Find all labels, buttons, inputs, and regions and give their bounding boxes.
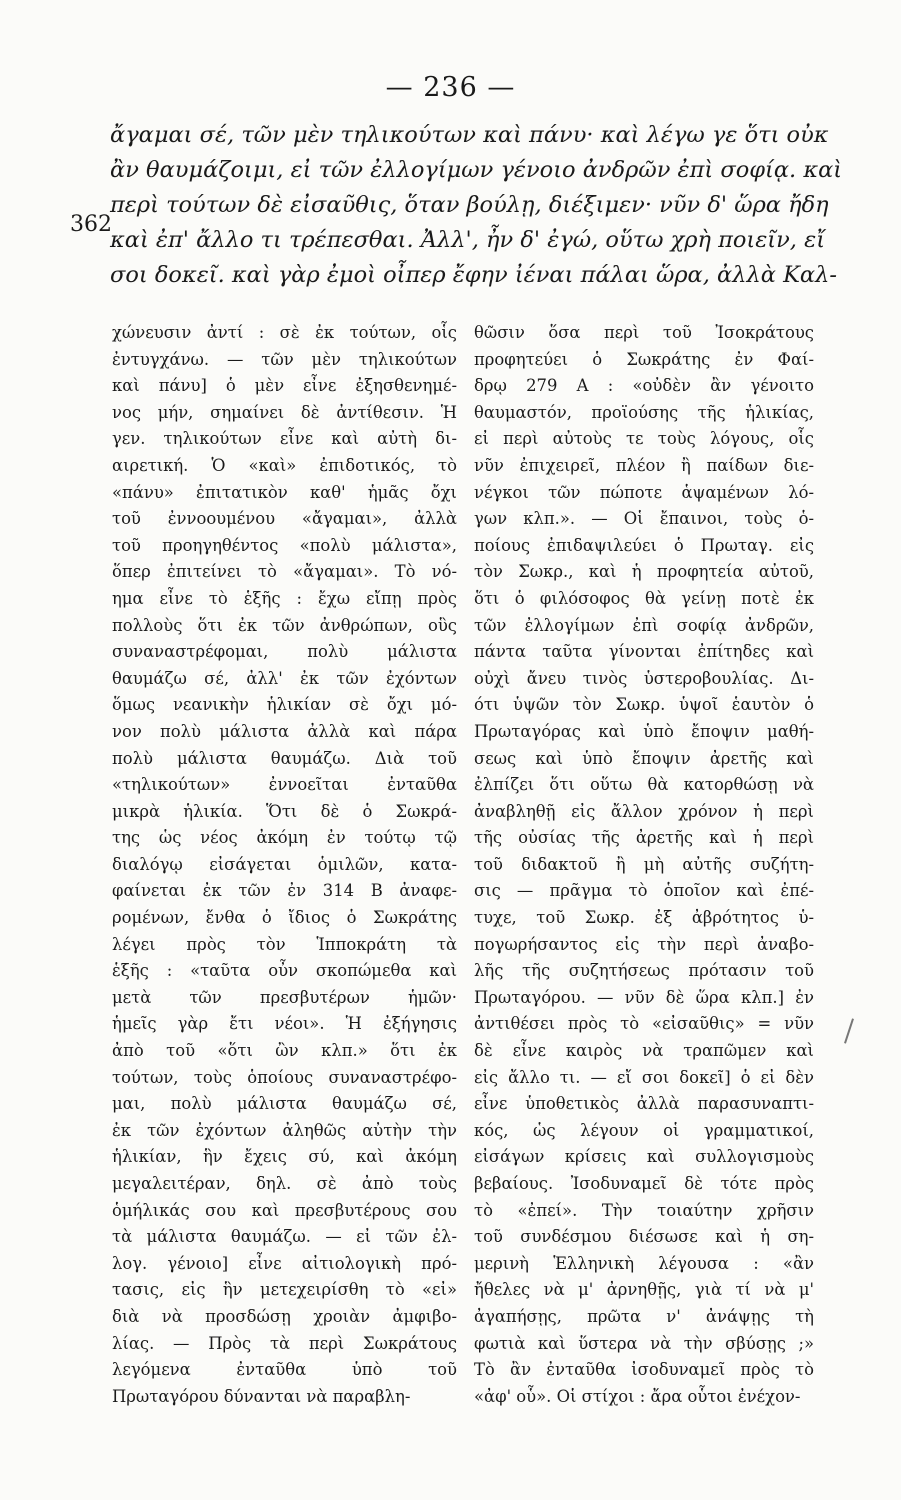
commentary-line: θῶσιν ὅσα περὶ τοῦ Ἰσοκράτους <box>474 323 814 342</box>
commentary-line: ότι ὑψῶν τὸν Σωκρ. ὑψοῖ ἑαυτὸν ὁ <box>474 695 814 715</box>
commentary-line: «ἀφ' οὗ». Οἱ στίχοι : ἄρα οὗτοι ἐνέχον- <box>474 1386 801 1406</box>
commentary-line: τοῦ προηγηθέντος «πολὺ μάλιστα», <box>112 535 457 555</box>
commentary-line: λεγόμενα ἐνταῦθα ὑπὸ τοῦ <box>112 1360 457 1380</box>
commentary-line: φαίνεται ἐκ τῶν ἐν 314 B ἀναφε- <box>112 881 457 901</box>
main-text-line: περὶ τούτων δὲ εἰσαῦθις, ὅταν βούλῃ, διέξιμεν· νῦν δ' ὥρα ἤδη <box>110 192 829 218</box>
commentary-right-column <box>474 320 814 1410</box>
main-text-line: ἂν θαυμάζοιμι, εἰ τῶν ἐλλογίμων γένοιο ἀνδρῶν ἐπὶ σοφίᾳ. καὶ <box>110 157 843 183</box>
commentary-line: λῆς τῆς συζητήσεως πρότασιν τοῦ <box>474 961 814 981</box>
commentary-line: ἐλπίζει ὅτι οὕτω θὰ κατορθώσῃ νὰ <box>474 775 814 795</box>
margin-pencil-mark <box>844 1018 854 1043</box>
commentary-line: μετὰ τῶν πρεσβυτέρων ἡμῶν· <box>112 987 457 1007</box>
commentary-line: πογωρήσαντος εἰς τὴν περὶ ἀναβο- <box>474 934 814 954</box>
commentary-line: ὅπερ ἐπιτείνει τὸ «ἄγαμαι». Τὸ νό- <box>112 562 457 582</box>
commentary-line: ὅμως νεανικὴν ἡλικίαν σὲ ὄχι μό- <box>112 695 457 715</box>
commentary-line: τὰ μάλιστα θαυμάζω. — εἰ τῶν ἐλ- <box>112 1227 457 1247</box>
commentary-line: σις — πρᾶγμα τὸ ὁποῖον καὶ ἐπέ- <box>474 881 814 901</box>
commentary-line: ημα εἶνε τὸ ἑξῆς : ἔχω εἴπῃ πρὸς <box>112 588 457 608</box>
main-greek-text <box>110 118 855 293</box>
commentary-line: εἰς ἄλλο τι. — εἴ σοι δοκεῖ] ὁ εἰ δὲν <box>474 1067 814 1087</box>
commentary-line: τὸ «ἐπεί». Τὴν τοιαύτην χρῆσιν <box>474 1200 814 1220</box>
commentary-line: δὲ εἶνε καιρὸς νὰ τραπῶμεν καὶ <box>474 1041 814 1061</box>
commentary-line: πολὺ μάλιστα θαυμάζω. Διὰ τοῦ <box>112 748 457 768</box>
commentary-line: τοῦ συνδέσμου διέσωσε καὶ ἡ ση- <box>474 1227 814 1247</box>
commentary-line: ἐντυγχάνω. — τῶν μὲν τηλικούτων <box>112 349 457 369</box>
commentary-line: συναναστρέφομαι, πολὺ μάλιστα <box>112 642 457 662</box>
commentary-line: Τὸ ἂν ἐνταῦθα ἰσοδυναμεῖ πρὸς τὸ <box>474 1360 814 1380</box>
commentary-line: «πάνυ» ἐπιτατικὸν καθ' ἡμᾶς ὄχι <box>112 482 457 502</box>
main-text-line: σοι δοκεῖ. καὶ γὰρ ἐμοὶ οἶπερ ἔφην ἰέναι πάλαι ὥρα, ἀλλὰ Καλ- <box>110 262 837 288</box>
commentary-line: βεβαίους. Ἰσοδυναμεῖ δὲ τότε πρὸς <box>474 1174 814 1193</box>
commentary-line: μερινὴ Ἑλληνικὴ λέγουσα : «ἂν <box>474 1253 814 1273</box>
commentary-line: διὰ νὰ προσδώσῃ χροιὰν ἀμφιβο- <box>112 1306 457 1326</box>
commentary-line: μαι, πολὺ μάλιστα θαυμάζω σέ, <box>112 1094 457 1114</box>
commentary-line: κός, ὡς λέγουν οἱ γραμματικοί, <box>474 1120 814 1140</box>
commentary-line: τὸν Σωκρ., καὶ ἡ προφητεία αὐτοῦ, <box>474 562 814 582</box>
commentary-line: πάντα ταῦτα γίνονται ἐπίτηδες καὶ <box>474 642 814 662</box>
commentary-line: γεν. τηλικούτων εἶνε καὶ αὐτὴ δι- <box>112 429 457 449</box>
commentary-line: τοῦ ἐννοουμένου «ἄγαμαι», ἀλλὰ <box>112 509 457 529</box>
commentary-line: σεως καὶ ὑπὸ ἔποψιν ἀρετῆς καὶ <box>474 748 814 768</box>
commentary-line: χώνευσιν ἀντί : σὲ ἐκ τούτων, οἷς <box>112 323 457 342</box>
main-text-line: καὶ ἐπ' ἄλλο τι τρέπεσθαι. Ἀλλ', ἦν δ' ἐγώ, οὕτω χρὴ ποιεῖν, εἴ <box>110 227 826 253</box>
commentary-line: πολλοὺς ὅτι ἐκ τῶν ἀνθρώπων, οὓς <box>112 615 457 635</box>
commentary-line: τυχε, τοῦ Σωκρ. ἐξ ἀβρότητος ὑ- <box>474 908 814 928</box>
commentary-line: νος μήν, σημαίνει δὲ ἀντίθεσιν. Ἡ <box>112 402 457 422</box>
commentary-line: ἤθελες νὰ μ' ἀρνηθῇς, γιὰ τί νὰ μ' <box>474 1280 814 1300</box>
commentary-line: λέγει πρὸς τὸν Ἱπποκράτη τὰ <box>112 934 457 954</box>
commentary-line: μεγαλειτέραν, δηλ. σὲ ἀπὸ τοὺς <box>112 1174 457 1193</box>
commentary-line: ποίους ἐπιδαψιλεύει ὁ Πρωταγ. εἰς <box>474 535 814 555</box>
commentary-line: τῶν ἐλλογίμων ἐπὶ σοφίᾳ ἀνδρῶν, <box>474 615 814 635</box>
commentary-line: ἀγαπήσῃς, πρῶτα ν' ἀνάψῃς τὴ <box>474 1306 814 1326</box>
commentary-line: Πρωταγόρας καὶ ὑπὸ ἔποψιν μαθή- <box>474 721 814 741</box>
commentary-line: δρῳ 279 A : «οὐδὲν ἂν γένοιτο <box>474 376 814 396</box>
commentary-line: ἀναβληθῇ εἰς ἄλλον χρόνον ἡ περὶ <box>474 801 814 821</box>
commentary-line: εἰσάγων κρίσεις καὶ συλλογισμοὺς <box>474 1147 814 1167</box>
commentary-line: τούτων, τοὺς ὁποίους συναναστρέφο- <box>112 1067 457 1087</box>
commentary-line: διαλόγῳ εἰσάγεται ὁμιλῶν, κατα- <box>112 854 457 874</box>
commentary-line: μικρὰ ἡλικία. Ὅτι δὲ ὁ Σωκρά- <box>112 801 457 821</box>
commentary-line: ἑξῆς : «ταῦτα οὖν σκοπώμεθα καὶ <box>112 961 457 981</box>
page-number: — 236 — <box>385 72 516 103</box>
commentary-line: ὁμήλικάς σου καὶ πρεσβυτέρους σου <box>112 1200 457 1220</box>
main-text-line: ἄγαμαι σέ, τῶν μὲν τηλικούτων καὶ πάνυ· καὶ λέγω γε ὅτι οὐκ <box>110 122 829 148</box>
commentary-line: ἡμεῖς γὰρ ἔτι νέοι». Ἡ ἐξήγησις <box>112 1014 457 1034</box>
commentary-line: ρομένων, ἔνθα ὁ ἴδιος ὁ Σωκράτης <box>112 908 457 928</box>
commentary-line: τασις, εἰς ἣν μετεχειρίσθη τὸ «εἰ» <box>112 1280 457 1300</box>
commentary-line: ἐκ τῶν ἐχόντων ἀληθῶς αὐτὴν τὴν <box>112 1120 457 1140</box>
commentary-line: «τηλικούτων» ἐννοεῖται ἐνταῦθα <box>112 775 457 795</box>
commentary-line: της ὡς νέος ἀκόμη ἐν τούτῳ τῷ <box>112 828 457 848</box>
commentary-line: εἰ περὶ αὐτοὺς τε τοὺς λόγους, οἷς <box>474 429 814 449</box>
commentary-line: γων κλπ.». — Οἱ ἔπαινοι, τοὺς ὁ- <box>474 509 814 529</box>
commentary-line: ἀντιθέσει πρὸς τὸ «εἰσαῦθις» = νῦν <box>474 1014 814 1034</box>
commentary-line: λογ. γένοιο] εἶνε αἰτιολογικὴ πρό- <box>112 1253 457 1273</box>
commentary-line: καὶ πάνυ] ὁ μὲν εἶνε ἐξησθενημέ- <box>112 376 457 396</box>
commentary-line: θαυμαστόν, προϊούσης τῆς ἡλικίας, <box>474 402 814 422</box>
commentary-line: ἡλικίαν, ἣν ἔχεις σύ, καὶ ἀκόμη <box>112 1147 457 1167</box>
margin-reference-number: 362 <box>70 212 112 237</box>
commentary-line: εἶνε ὑποθετικὸς ἀλλὰ παρασυναπτι- <box>474 1094 814 1114</box>
commentary-line: ὅτι ὁ φιλόσοφος θὰ γείνῃ ποτὲ ἐκ <box>474 588 814 608</box>
commentary-line: Πρωταγόρου. — νῦν δὲ ὥρα κλπ.] ἐν <box>474 987 814 1007</box>
commentary-line: τοῦ διδακτοῦ ἢ μὴ αὐτῆς συζήτη- <box>474 854 814 874</box>
commentary-line: αιρετική. Ὁ «καὶ» ἐπιδοτικός, τὸ <box>112 455 457 475</box>
commentary-line: νῦν ἐπιχειρεῖ, πλέον ἢ παίδων διε- <box>474 455 814 475</box>
commentary-line: Πρωταγόρου δύνανται νὰ παραβλη- <box>112 1386 411 1406</box>
commentary-line: ἀπὸ τοῦ «ὅτι ὢν κλπ.» ὅτι ἐκ <box>112 1041 457 1061</box>
commentary-line: τῆς οὐσίας τῆς ἀρετῆς καὶ ἡ περὶ <box>474 828 814 848</box>
commentary-line: φωτιὰ καὶ ὕστερα νὰ τὴν σβύσῃς ;» <box>474 1333 814 1353</box>
commentary-line: οὐχὶ ἄνευ τινὸς ὑστεροβουλίας. Δι- <box>474 668 814 688</box>
commentary-line: νέγκοι τῶν πώποτε ἁψαμένων λό- <box>474 482 814 502</box>
commentary-line: λίας. — Πρὸς τὰ περὶ Σωκράτους <box>112 1333 457 1353</box>
commentary-line: θαυμάζω σέ, ἀλλ' ἐκ τῶν ἐχόντων <box>112 668 457 688</box>
commentary-left-column <box>112 320 457 1410</box>
commentary-line: νον πολὺ μάλιστα ἀλλὰ καὶ πάρα <box>112 721 457 741</box>
commentary-line: προφητεύει ὁ Σωκράτης ἐν Φαί- <box>474 349 814 369</box>
